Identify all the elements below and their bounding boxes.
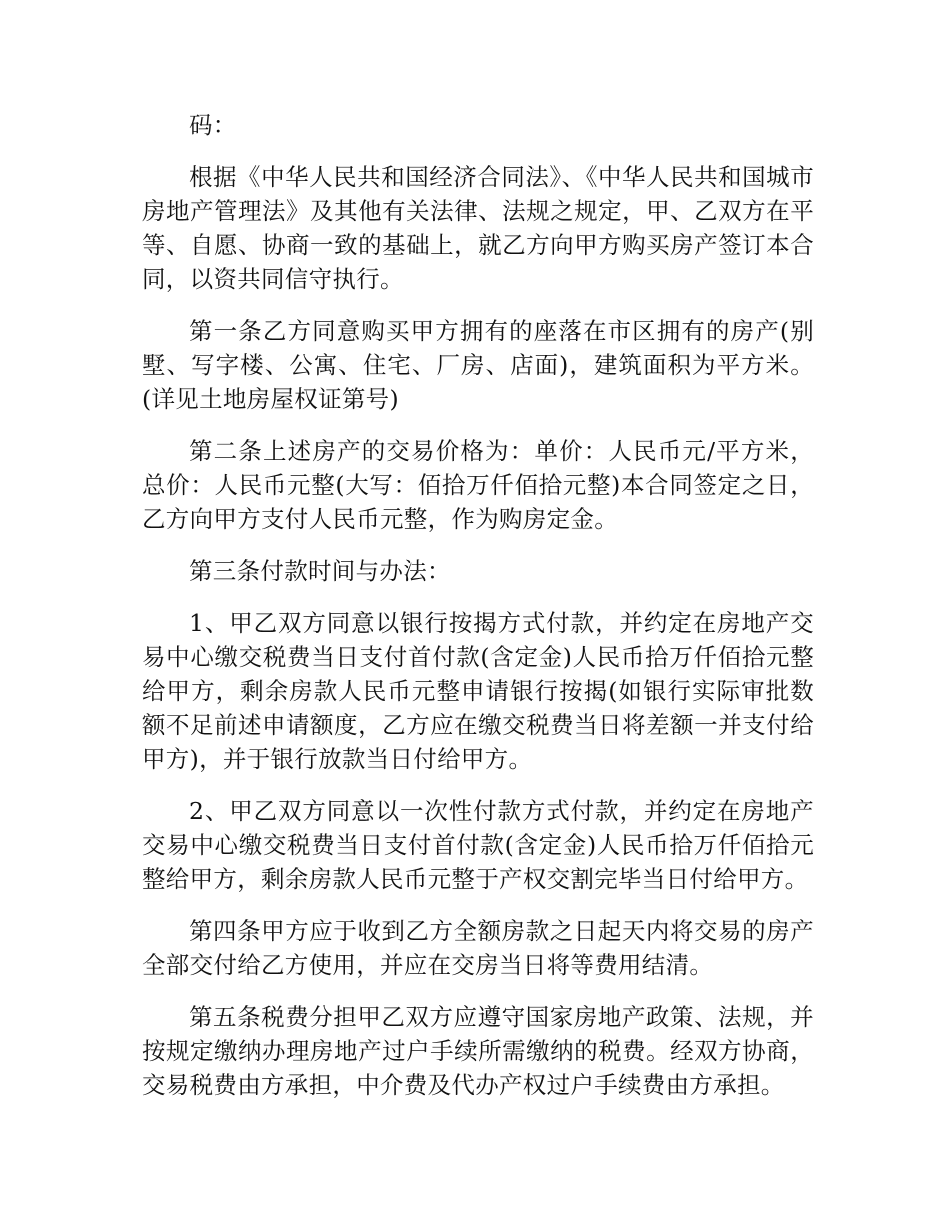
paragraph-preamble: 根据《中华人民共和国经济合同法》、《中华人民共和国城市房地产管理法》及其他有关法律、法规之规定，甲、乙双方在平等、自愿、协商一致的基础上，就乙方向甲方购买房产签订本合同，以资共同信守执行。 [142,163,814,293]
paragraph-article-4: 第四条甲方应于收到乙方全额房款之日起天内将交易的房产全部交付给乙方使用，并应在交房当日将等费用结清。 [142,917,814,979]
paragraph-article-3-item-1: 1、甲乙双方同意以银行按揭方式付款，并约定在房地产交易中心缴交税费当日支付首付款(含定金)人民币拾万仟佰拾元整给甲方，剩余房款人民币元整申请银行按揭(如银行实际审批数额不足前述申请额度，乙方应在缴交税费当日将差额一并支付给甲方)，并于银行放款当日付给甲方。 [142,609,814,773]
document-body [142,108,814,1120]
paragraph-article-3-item-2: 2、甲乙双方同意以一次性付款方式付款，并约定在房地产交易中心缴交税费当日支付首付款(含定金)人民币拾万仟佰拾元整给甲方，剩余房款人民币元整于产权交割完毕当日付给甲方。 [142,797,814,893]
paragraph-article-1: 第一条乙方同意购买甲方拥有的座落在市区拥有的房产(别墅、写字楼、公寓、住宅、厂房、店面)，建筑面积为平方米。(详见土地房屋权证第号) [142,317,814,413]
paragraph-article-5: 第五条税费分担甲乙双方应遵守国家房地产政策、法规，并按规定缴纳办理房地产过户手续所需缴纳的税费。经双方协商，交易税费由方承担，中介费及代办产权过户手续费由方承担。 [142,1003,814,1099]
paragraph-code-label: 码： [189,111,237,139]
paragraph-article-2: 第二条上述房产的交易价格为：单价：人民币元/平方米，总价：人民币元整(大写：佰拾万仟佰拾元整)本合同签定之日，乙方向甲方支付人民币元整，作为购房定金。 [142,437,814,533]
paragraph-article-3: 第三条付款时间与办法： [189,557,451,585]
